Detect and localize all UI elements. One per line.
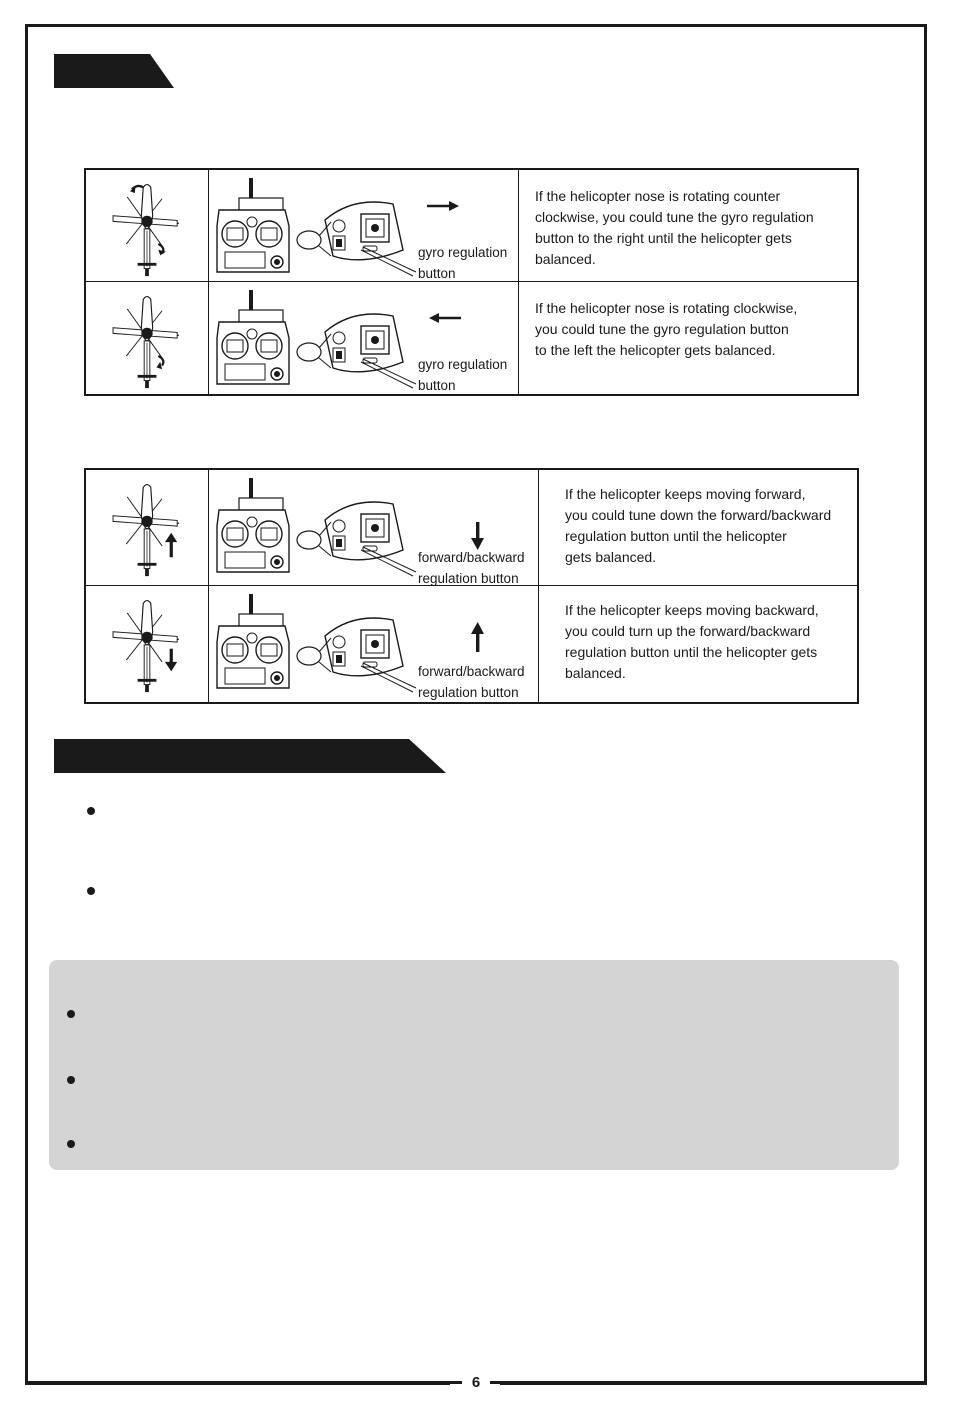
helicopter-counterclockwise-icon	[102, 178, 192, 278]
bullet-icon	[67, 1140, 75, 1148]
helicopter-backward-icon	[102, 594, 192, 694]
helicopter-illustration-cell	[86, 282, 209, 394]
footer-rule-right	[500, 1382, 927, 1385]
description-cell	[539, 586, 857, 702]
description-cell	[539, 470, 857, 586]
section-tab-notes	[54, 739, 446, 773]
forward-description: If the helicopter keeps moving forward, you could tune down the forward/backward regulation button until the helicopter gets balanced.	[565, 486, 832, 565]
description-cell	[519, 282, 857, 394]
gyro-button-label: gyro regulation button	[418, 357, 508, 393]
helicopter-illustration-cell	[86, 470, 209, 586]
transmitter-illustration-cell	[209, 586, 539, 702]
gyro-regulation-table	[84, 168, 859, 396]
bullet-icon	[87, 887, 95, 895]
gyro-right-description: If the helicopter nose is rotating counter clockwise, you could tune the gyro regulation button to the right until the helicopter gets balanced.	[535, 188, 814, 267]
bullet-icon	[87, 807, 95, 815]
transmitter-illustration-cell	[209, 170, 519, 282]
helicopter-illustration-cell	[86, 586, 209, 702]
footer-rule-left	[25, 1382, 450, 1385]
section-tab-trim	[54, 54, 174, 88]
page-number: 6	[462, 1372, 490, 1394]
forward-backward-button-label: forward/backward regulation button	[418, 550, 525, 586]
transmitter-illustration-cell	[209, 282, 519, 394]
forward-backward-button-label: forward/backward regulation button	[418, 664, 525, 700]
forward-backward-regulation-table	[84, 468, 859, 704]
caution-box	[49, 960, 899, 1170]
helicopter-clockwise-icon	[102, 290, 192, 390]
backward-description: If the helicopter keeps moving backward, you could turn up the forward/backward regulation button until the helicopter gets balanced.	[565, 602, 819, 681]
helicopter-illustration-cell	[86, 170, 209, 282]
helicopter-forward-icon	[102, 478, 192, 578]
gyro-button-label: gyro regulation button	[418, 245, 508, 281]
gyro-left-description: If the helicopter nose is rotating clockwise, you could tune the gyro regulation button to the left the helicopter gets balanced.	[535, 300, 798, 358]
bullet-icon	[67, 1076, 75, 1084]
transmitter-illustration-cell	[209, 470, 539, 586]
bullet-icon	[67, 1010, 75, 1018]
description-cell	[519, 170, 857, 282]
